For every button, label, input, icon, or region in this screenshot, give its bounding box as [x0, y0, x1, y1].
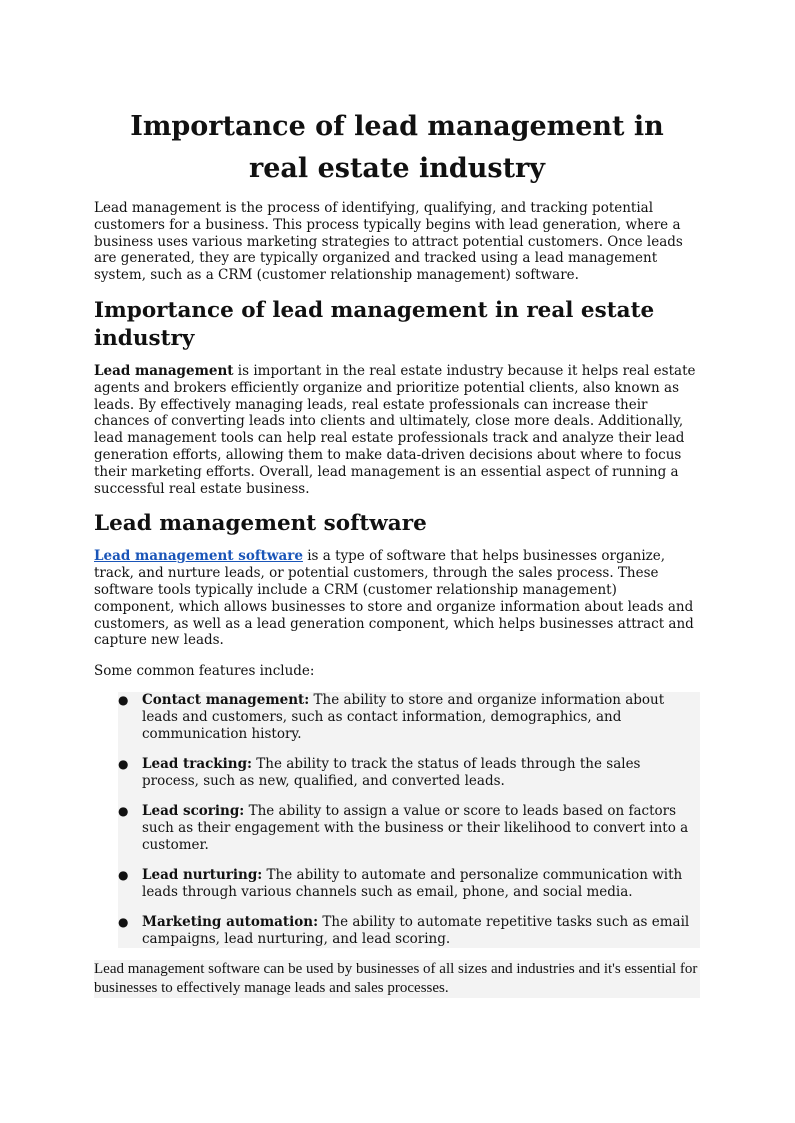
feature-term: Lead scoring:	[142, 803, 245, 820]
features-list	[118, 692, 700, 948]
features-intro: Some common features include:	[94, 663, 315, 680]
bullet-icon: ●	[118, 804, 129, 819]
conclusion-paragraph: Lead management software can be used by businesses of all sizes and industries and it's essential for businesses to effectively manage leads and sales processes.	[94, 960, 700, 998]
feature-description: The ability to assign a value or score to leads based on factors such as their engagement with the business or their likelihood to convert into a customer.	[142, 803, 689, 853]
bullet-icon: ●	[118, 868, 129, 883]
feature-description: The ability to automate repetitive tasks such as email campaigns, lead nurturing, and lead scoring.	[142, 914, 690, 948]
title-line-2: real estate industry	[249, 153, 545, 184]
list-item	[118, 803, 700, 853]
bullet-icon: ●	[118, 692, 129, 707]
bullet-icon: ●	[118, 756, 129, 771]
section-heading-software: Lead management software	[94, 511, 427, 537]
list-item	[118, 867, 700, 901]
lead-management-bold-term: Lead management	[94, 362, 234, 379]
title-line-1: Importance of lead management in	[130, 111, 664, 142]
document-page	[94, 106, 700, 998]
list-item	[118, 756, 700, 790]
software-paragraph	[94, 548, 700, 649]
feature-description: The ability to track the status of leads through the sales process, such as new, qualified, and converted leads.	[142, 755, 641, 789]
feature-description: The ability to automate and personalize communication with leads through various channels such as email, phone, and social media.	[142, 867, 683, 900]
lead-management-software-link[interactable]: Lead management software	[94, 548, 303, 565]
feature-term: Contact management:	[142, 691, 310, 708]
importance-body-text: is important in the real estate industry because it helps real estate agents and brokers efficiently organize and prioritize potential clients, also known as leads. By effectively managing leads, real estate professionals can increase their chances of converting leads into clients and ultimately, close more deals. Additionally, lead management tools can help real estate professionals track and analyze their lead generation efforts, allowing them to make data-driven decisions about where to focus their marketing efforts. Overall, lead management is an essential aspect of running a successful real estate business.	[94, 362, 696, 497]
section-heading-importance: Importance of lead management in real estate industry	[94, 297, 655, 351]
feature-term: Marketing automation:	[142, 914, 319, 931]
importance-paragraph	[94, 363, 700, 497]
feature-term: Lead tracking:	[142, 755, 253, 772]
feature-description: The ability to store and organize information about leads and customers, such as contact information, demographics, and communication history.	[142, 691, 665, 742]
list-item	[118, 692, 700, 742]
page-title	[94, 106, 700, 190]
software-body-text: is a type of software that helps businesses organize, track, and nurture leads, or potential customers, through the sales process. These software tools typically include a CRM (customer relationship management) component, which allows businesses to store and organize information about leads and customers, as well as a lead generation component, which helps businesses attract and capture new leads.	[94, 548, 694, 649]
list-item	[118, 914, 700, 948]
intro-paragraph: Lead management is the process of identifying, qualifying, and tracking potential customers for a business. This process typically begins with lead generation, where a business uses various marketing strategies to attract potential customers. Once leads are generated, they are typically organized and tracked using a lead management system, such as a CRM (customer relationship management) software.	[94, 200, 683, 284]
bullet-icon: ●	[118, 915, 129, 930]
feature-term: Lead nurturing:	[142, 867, 263, 884]
